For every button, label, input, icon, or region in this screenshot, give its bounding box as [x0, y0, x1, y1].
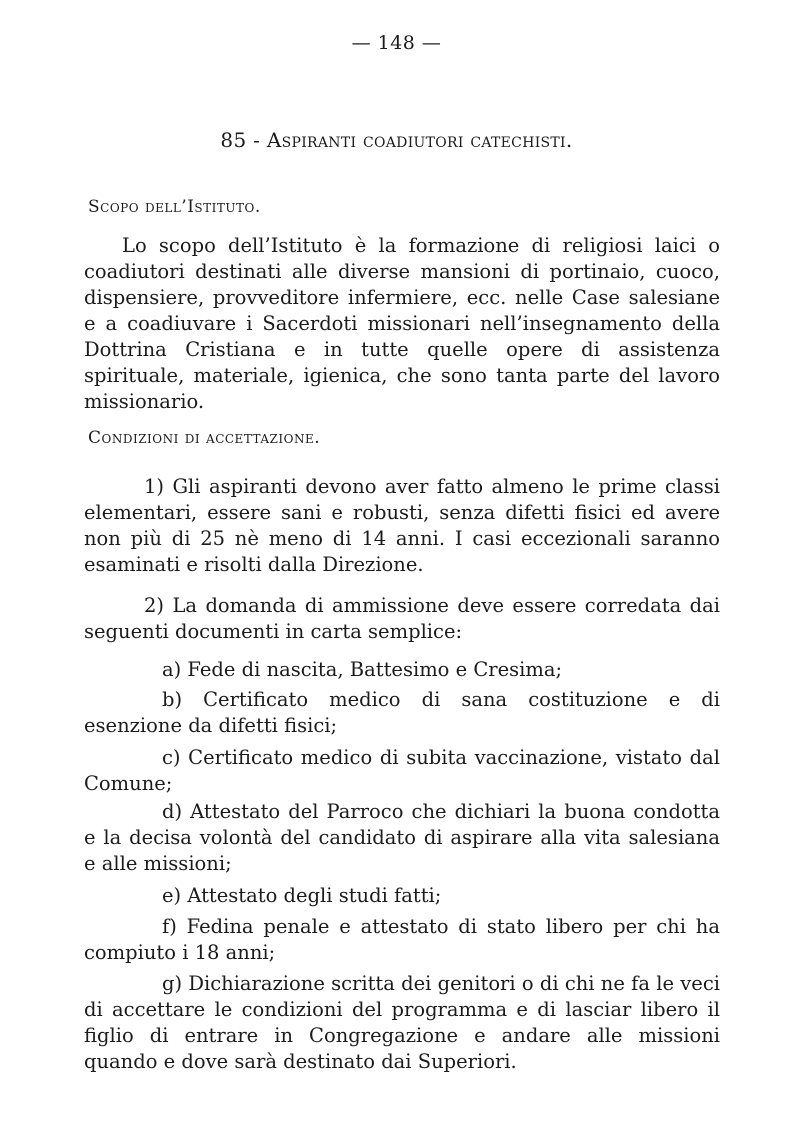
- purpose-paragraph: [84, 233, 720, 415]
- document-item-c: [84, 745, 720, 797]
- document-item-b-text: b) Certificato medico di sana costituzione e di esenzione da difetti fisici;: [84, 688, 720, 737]
- document-item-e: [84, 883, 720, 909]
- document-item-g: [84, 971, 720, 1075]
- document-item-c-text: c) Certificato medico di subita vaccinazione, vistato dal Comune;: [84, 746, 720, 795]
- document-item-a-text: a) Fede di nascita, Battesimo e Cresima;: [162, 658, 563, 681]
- section-heading-purpose: Scopo dell’Istituto.: [88, 197, 261, 217]
- chapter-number: 85: [220, 128, 247, 152]
- purpose-text: Lo scopo dell’Istituto è la formazione di religiosi laici o coadiutori destinati alle diverse mansioni di portinaio, cuoco, dispensiere, provveditore infermiere, ecc. nelle Case salesiane e a coadiuvare i Sacerdoti missionari nell’insegnamento della Dottrina Cristiana e in tutte quelle opere di assistenza spirituale, materiale, igienica, che sono tanta parte del lavoro missionario.: [84, 234, 720, 413]
- document-item-f-text: f) Fedina penale e attestato di stato libero per chi ha compiuto i 18 anni;: [84, 915, 720, 964]
- section-heading-conditions: Condizioni di accettazione.: [88, 428, 321, 448]
- chapter-title: [0, 128, 793, 152]
- document-item-g-text: g) Dichiarazione scritta dei genitori o di chi ne fa le veci di accettare le condizioni del programma e di lasciar libero il figlio di entrare in Congregazione e andare alle missioni quando e dove sarà destinato dai Superiori.: [84, 972, 720, 1073]
- condition-2-text: 2) La domanda di ammissione deve essere corredata dai seguenti documenti in carta semplice:: [84, 594, 720, 643]
- condition-1: [84, 474, 720, 578]
- document-item-a: [84, 657, 720, 683]
- chapter-separator: -: [246, 128, 267, 152]
- page-number: — 148 —: [351, 32, 442, 54]
- condition-1-text: 1) Gli aspiranti devono aver fatto almeno le prime classi elementari, essere sani e robusti, senza difetti fisici ed avere non più di 25 nè meno di 14 anni. I casi eccezionali saranno esaminati e risolti dalla Direzione.: [84, 475, 720, 576]
- document-item-b: [84, 687, 720, 739]
- document-item-d-text: d) Attestato del Parroco che dichiari la buona condotta e la decisa volontà del candidato di aspirare alla vita salesiana e alle missioni;: [84, 800, 720, 875]
- document-item-d: [84, 799, 720, 877]
- document-item-e-text: e) Attestato degli studi fatti;: [162, 884, 442, 907]
- condition-2: [84, 593, 720, 645]
- chapter-title-text: Aspiranti coadiutori catechisti.: [266, 128, 573, 152]
- document-item-f: [84, 914, 720, 966]
